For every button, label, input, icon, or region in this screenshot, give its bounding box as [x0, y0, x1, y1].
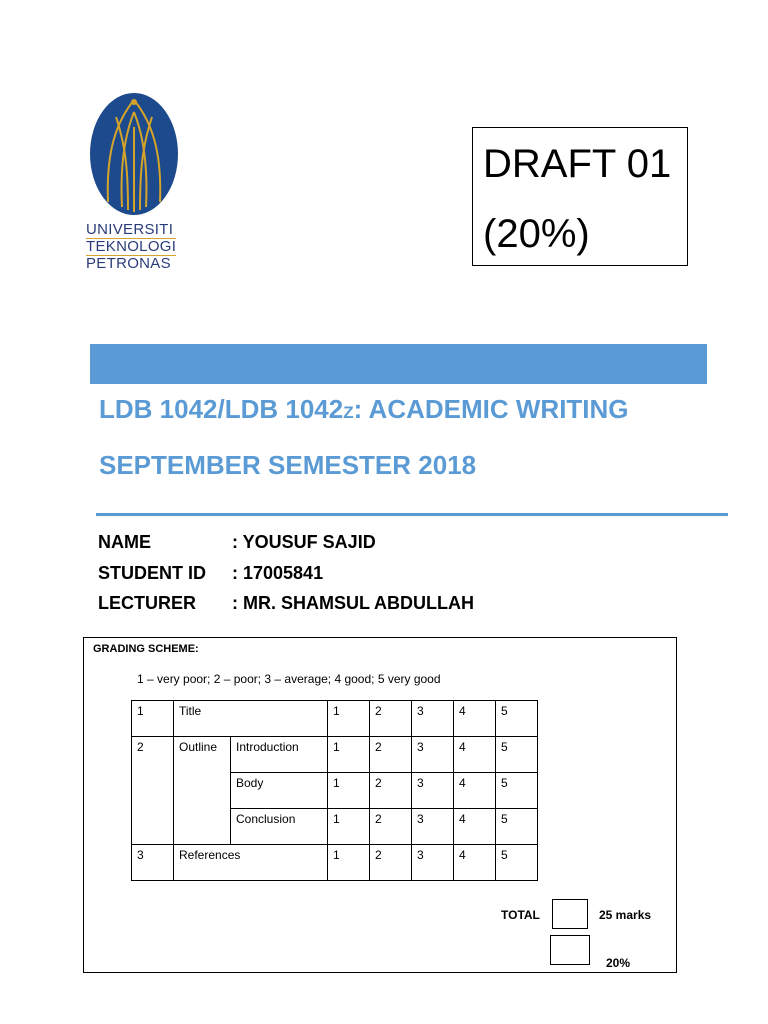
marks-label: 25 marks: [599, 908, 652, 922]
course-name: : ACADEMIC WRITING: [353, 394, 629, 424]
course-code: LDB 1042/LDB 1042: [99, 394, 344, 424]
logo-line-1: UNIVERSITI: [86, 221, 174, 238]
lecturer-row: [98, 592, 474, 614]
total-label: TOTAL: [501, 908, 540, 922]
grading-scheme-box: [83, 637, 677, 973]
score-cell: 5: [496, 845, 538, 881]
name-value: : YOUSUF SAJID: [232, 532, 376, 552]
row-number: 3: [132, 845, 174, 881]
logo-line-3: PETRONAS: [86, 255, 171, 272]
criterion-label: References: [174, 845, 328, 881]
score-cell: 4: [454, 809, 496, 845]
name-label: NAME: [98, 532, 151, 552]
sub-criterion-label: Conclusion: [231, 809, 328, 845]
semester-title: SEPTEMBER SEMESTER 2018: [99, 450, 477, 480]
score-cell: 3: [412, 809, 454, 845]
score-cell: 4: [454, 737, 496, 773]
criterion-label: Title: [174, 701, 328, 737]
student-id-label: STUDENT ID: [98, 563, 206, 583]
table-row: [132, 737, 538, 773]
score-cell: 1: [328, 845, 370, 881]
draft-weight: (20%): [483, 212, 590, 256]
score-cell: 2: [370, 845, 412, 881]
row-number: 2: [132, 737, 174, 845]
score-cell: 2: [370, 809, 412, 845]
score-cell: 1: [328, 701, 370, 737]
score-cell: 2: [370, 773, 412, 809]
row-number: 1: [132, 701, 174, 737]
header-band: [90, 344, 707, 384]
score-cell: 1: [328, 773, 370, 809]
score-cell: 3: [412, 845, 454, 881]
score-cell: 3: [412, 701, 454, 737]
student-id-value: : 17005841: [232, 563, 324, 583]
score-cell: 2: [370, 701, 412, 737]
criterion-label: Outline: [174, 737, 231, 845]
course-code-suffix: Z: [343, 403, 354, 422]
score-cell: 5: [496, 809, 538, 845]
score-cell: 5: [496, 773, 538, 809]
logo-line-2: TEKNOLOGI: [86, 238, 177, 255]
score-cell: 3: [412, 773, 454, 809]
utp-emblem-icon: [86, 92, 182, 218]
divider-rule: [96, 513, 728, 516]
score-cell: 4: [454, 773, 496, 809]
score-cell: 4: [454, 845, 496, 881]
grading-scale: 1 – very poor; 2 – poor; 3 – average; 4 good; 5 very good: [137, 672, 441, 686]
grading-table: [131, 700, 538, 881]
university-name: [86, 222, 186, 272]
score-cell: 4: [454, 701, 496, 737]
percent-label: 20%: [606, 956, 631, 970]
student-id-row: [98, 562, 323, 584]
draft-label: DRAFT 01: [483, 142, 672, 186]
course-title: [99, 394, 629, 425]
sub-criterion-label: Body: [231, 773, 328, 809]
table-row: [132, 845, 538, 881]
grading-heading: GRADING SCHEME:: [93, 643, 199, 655]
sub-criterion-label: Introduction: [231, 737, 328, 773]
score-cell: 1: [328, 809, 370, 845]
table-row: [132, 701, 538, 737]
total-percent-box[interactable]: [550, 935, 590, 965]
name-row: [98, 531, 376, 553]
score-cell: 3: [412, 737, 454, 773]
draft-box: [472, 127, 688, 266]
score-cell: 2: [370, 737, 412, 773]
total-marks-box[interactable]: [552, 899, 588, 929]
lecturer-value: : MR. SHAMSUL ABDULLAH: [232, 593, 474, 613]
university-logo: [86, 92, 186, 282]
score-cell: 5: [496, 701, 538, 737]
score-cell: 5: [496, 737, 538, 773]
lecturer-label: LECTURER: [98, 593, 196, 613]
score-cell: 1: [328, 737, 370, 773]
